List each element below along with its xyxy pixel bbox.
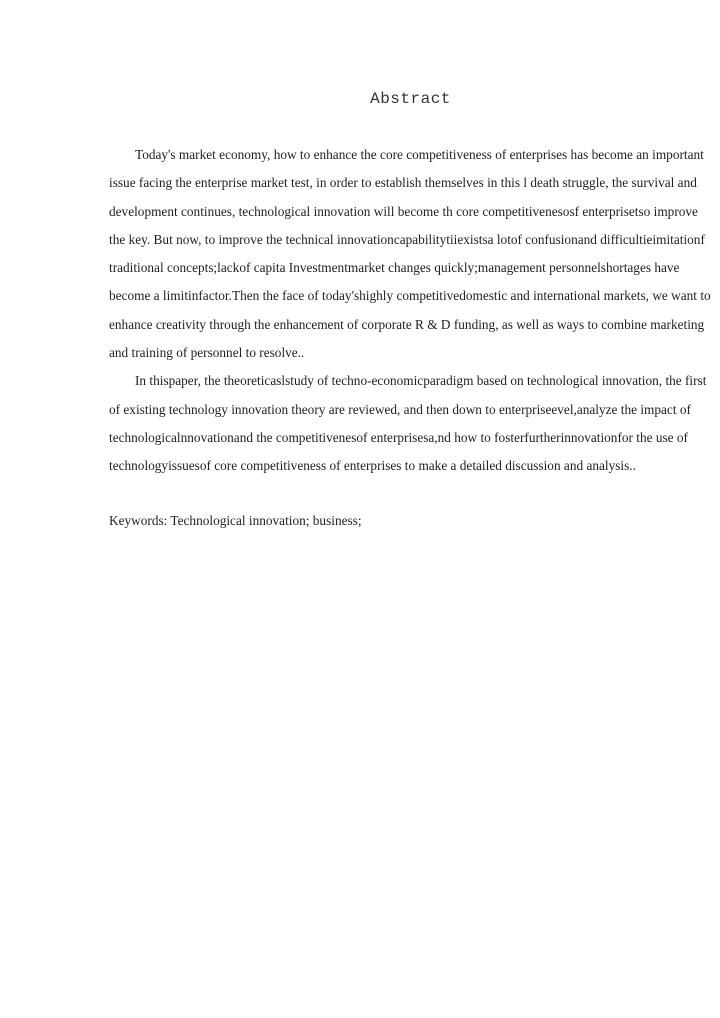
abstract-title: Abstract: [370, 90, 451, 108]
abstract-body: [109, 141, 712, 481]
abstract-paragraph-2: In thispaper, the theoreticaslstudy of techno-economicparadigm based on technological innovation, the first of existing technology innovation theory are reviewed, and then down to enterpriseevel,analyze the impact of technologicalnnovationand the competitivenesof enterprisesa,nd how to fosterfurtherinnovationfor the use of technologyissuesof core competitiveness of enterprises to make a detailed discussion and analysis..: [109, 373, 707, 474]
keywords-line: Keywords: Technological innovation; business;: [109, 513, 362, 528]
abstract-paragraph-1: Today's market economy, how to enhance the core competitiveness of enterprises has become an important issue facing the enterprise market test, in order to establish themselves in this l death struggle, the survival and development continues, technological innovation will become th core competitivenesosf enterprisetso improve the key. But now, to improve the technical innovationcapabilitytiiexistsa lotof confusionand difficultieimitationf traditional concepts;lackof capita Investmentmarket changes quickly;management personnelshortages have become a limitinfactor.Then the face of today'shighly competitivedomestic and international markets, we want to enhance creativity through the enhancement of corporate R & D funding, as well as ways to combine marketing and training of personnel to resolve..: [109, 147, 711, 361]
